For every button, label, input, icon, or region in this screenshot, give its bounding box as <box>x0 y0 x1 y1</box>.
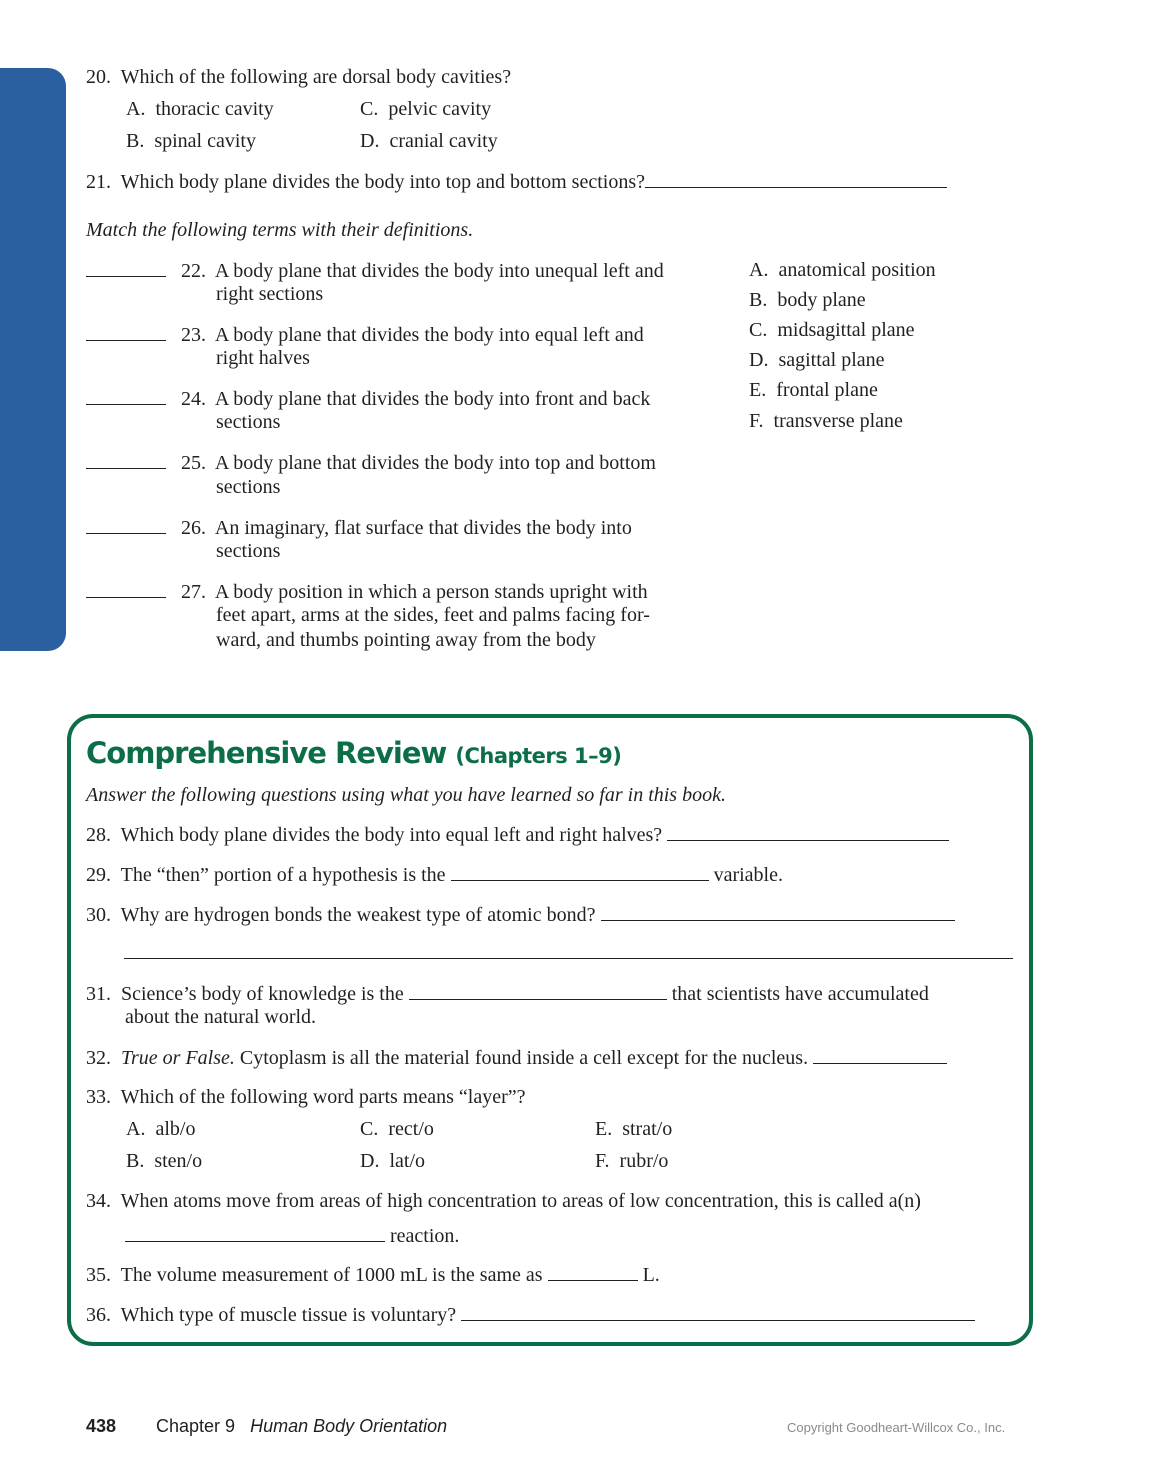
option: C. rect/o <box>360 1118 434 1140</box>
option: E. strat/o <box>595 1118 673 1140</box>
answer-blank[interactable] <box>601 902 955 921</box>
comprehensive-review-box <box>67 714 1033 1346</box>
question-28: 28. Which body plane divides the body into equal left and right halves? <box>86 822 949 847</box>
answer-blank[interactable] <box>86 515 166 534</box>
option: D. cranial cavity <box>360 130 498 152</box>
option: A. alb/o <box>126 1118 196 1140</box>
review-title: Comprehensive Review (Chapters 1–9) <box>86 736 622 770</box>
match-item-27: 27. A body position in which a person stands upright with <box>86 579 648 604</box>
match-item-26: 26. An imaginary, flat surface that divides the body into <box>86 515 632 540</box>
term: D. sagittal plane <box>749 349 885 371</box>
question-21: 21. Which body plane divides the body into top and bottom sections? <box>86 169 947 194</box>
option: A. thoracic cavity <box>126 98 274 120</box>
match-item-23: 23. A body plane that divides the body into equal left and <box>86 322 644 347</box>
match-text: ward, and thumbs pointing away from the body <box>216 629 596 651</box>
option: F. rubr/o <box>595 1150 669 1172</box>
answer-blank[interactable] <box>461 1302 975 1321</box>
question-text: reaction. <box>125 1223 459 1248</box>
answer-blank[interactable] <box>86 579 166 598</box>
question-20: 20. Which of the following are dorsal body cavities? <box>86 66 512 88</box>
term: C. midsagittal plane <box>749 319 915 341</box>
question-30: 30. Why are hydrogen bonds the weakest type of atomic bond? <box>86 902 955 927</box>
answer-blank[interactable] <box>409 981 667 1000</box>
answer-blank[interactable] <box>645 169 947 188</box>
page-number: 438 <box>86 1416 117 1436</box>
term: A. anatomical position <box>749 259 936 281</box>
answer-blank[interactable] <box>451 862 709 881</box>
review-instructions: Answer the following questions using what you have learned so far in this book. <box>86 784 726 806</box>
question-36: 36. Which type of muscle tissue is voluntary? <box>86 1302 975 1327</box>
match-text: right sections <box>216 283 324 305</box>
match-text: sections <box>216 411 281 433</box>
question-35: 35. The volume measurement of 1000 mL is the same as L. <box>86 1264 660 1286</box>
answer-blank[interactable] <box>667 822 949 841</box>
answer-blank[interactable] <box>813 1045 947 1064</box>
option: D. lat/o <box>360 1150 425 1172</box>
chapter-tab <box>0 68 66 651</box>
answer-blank[interactable] <box>125 1223 385 1242</box>
copyright: Copyright Goodheart-Willcox Co., Inc. <box>787 1420 1006 1435</box>
match-item-24: 24. A body plane that divides the body into front and back <box>86 386 650 411</box>
term: F. transverse plane <box>749 410 903 432</box>
match-instructions: Match the following terms with their definitions. <box>86 219 474 241</box>
match-text: sections <box>216 540 281 562</box>
question-29: 29. The “then” portion of a hypothesis is the variable. <box>86 864 783 886</box>
option: C. pelvic cavity <box>360 98 492 120</box>
option: B. sten/o <box>126 1150 203 1172</box>
question-text: about the natural world. <box>125 1006 317 1028</box>
question-31: 31. Science’s body of knowledge is the that scientists have accumulated <box>86 983 929 1005</box>
match-text: right halves <box>216 347 310 369</box>
answer-blank[interactable] <box>86 450 166 469</box>
answer-blank[interactable] <box>548 1262 638 1281</box>
term: E. frontal plane <box>749 379 878 401</box>
answer-blank[interactable] <box>86 258 166 277</box>
answer-blank[interactable] <box>86 386 166 405</box>
option: B. spinal cavity <box>126 130 256 152</box>
question-34: 34. When atoms move from areas of high concentration to areas of low concentration, this is called a(n) <box>86 1190 921 1212</box>
question-33: 33. Which of the following word parts means “layer”? <box>86 1086 526 1108</box>
term: B. body plane <box>749 289 866 311</box>
chapter-label: Chapter 9 Human Body Orientation <box>156 1416 448 1436</box>
match-item-25: 25. A body plane that divides the body into top and bottom <box>86 450 656 475</box>
answer-blank-line[interactable] <box>124 940 1013 959</box>
question-32: 32. True or False. Cytoplasm is all the material found inside a cell except for the nucleus. <box>86 1045 947 1070</box>
match-text: feet apart, arms at the sides, feet and palms facing for- <box>216 604 650 626</box>
match-item-22: 22. A body plane that divides the body into unequal left and <box>86 258 664 283</box>
match-text: sections <box>216 476 281 498</box>
answer-blank[interactable] <box>86 322 166 341</box>
